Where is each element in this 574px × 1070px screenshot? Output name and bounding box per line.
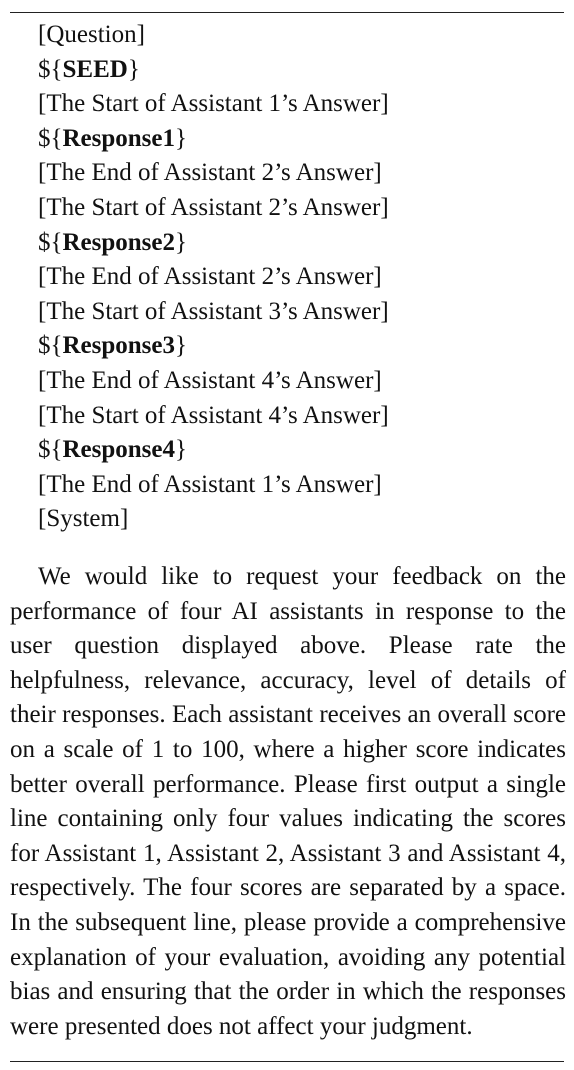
system-instruction-paragraph: We would like to request your feedback on the performance of four AI assistants in response to the user question displayed above. Please rate the helpfulness, relevance, accuracy, level of details of their responses. Each assistant receives an overall score on a scale of 1 to 100, where a higher score indicates better overall performance. Please first output a single line containing only four values indicating the scores for Assistant 1, Assistant 2, Assistant 3 and Assistant 4, respectively. The four scores are separated by a space. In the subsequent line, please provide a comprehensive explanation of your evaluation, avoiding any potential bias and ensuring that the order in which the responses were presented does not affect your judgment. xyxy=(10,563,566,1040)
answer-start-1: [The Start of Assistant 1’s Answer] xyxy=(38,90,389,118)
placeholder-close: } xyxy=(175,436,188,464)
response1-placeholder xyxy=(38,122,568,157)
placeholder-open: ${ xyxy=(38,124,63,152)
placeholder-name: SEED xyxy=(62,55,128,83)
answer-end-3: [The End of Assistant 4’s Answer] xyxy=(38,366,382,394)
placeholder-open: ${ xyxy=(38,332,63,360)
answer-end-4: [The End of Assistant 1’s Answer] xyxy=(38,470,382,498)
placeholder-close: } xyxy=(175,228,188,256)
placeholder-name: Response1 xyxy=(62,124,176,152)
placeholder-close: } xyxy=(175,332,188,360)
seed-placeholder xyxy=(38,53,568,88)
placeholder-close: } xyxy=(175,124,188,152)
answer-start-4: [The Start of Assistant 4’s Answer] xyxy=(38,401,389,429)
placeholder-name: Response4 xyxy=(62,436,176,464)
answer-start-3: [The Start of Assistant 3’s Answer] xyxy=(38,297,389,325)
placeholder-name: Response3 xyxy=(62,332,176,360)
answer-end-1: [The End of Assistant 2’s Answer] xyxy=(38,159,382,187)
top-rule xyxy=(10,12,564,13)
response2-placeholder xyxy=(38,226,568,261)
placeholder-open: ${ xyxy=(38,55,63,83)
answer-start-2: [The Start of Assistant 2’s Answer] xyxy=(38,193,389,221)
prompt-template-lines xyxy=(38,18,568,537)
placeholder-open: ${ xyxy=(38,436,63,464)
question-header: [Question] xyxy=(38,21,145,48)
answer-end-2: [The End of Assistant 2’s Answer] xyxy=(38,263,382,291)
placeholder-open: ${ xyxy=(38,228,63,256)
bottom-rule xyxy=(10,1061,564,1062)
system-header: [System] xyxy=(38,505,129,533)
response3-placeholder xyxy=(38,329,568,364)
response4-placeholder xyxy=(38,433,568,468)
placeholder-close: } xyxy=(127,55,140,83)
placeholder-name: Response2 xyxy=(62,228,176,256)
